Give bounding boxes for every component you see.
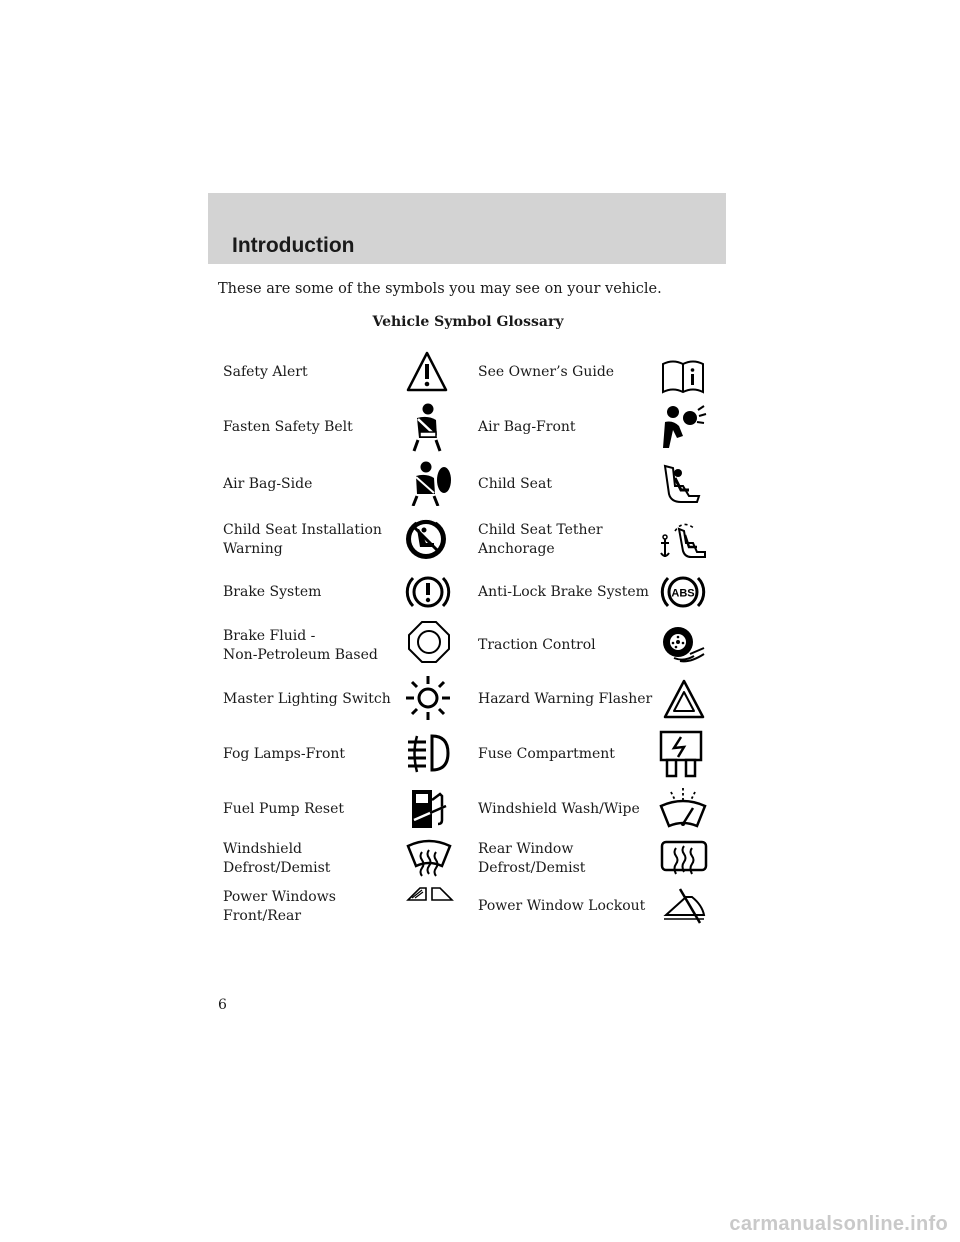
child-seat-icon <box>661 462 701 506</box>
safety-alert-icon <box>406 350 448 394</box>
symbol-label: Brake System <box>223 584 322 600</box>
traction-control-icon <box>660 624 708 664</box>
fog-lamp-icon <box>404 730 452 776</box>
rear-defrost-icon <box>660 840 708 876</box>
windshield-defrost-icon <box>406 838 452 878</box>
owners-guide-icon <box>661 358 705 394</box>
windshield-wash-icon <box>659 786 707 830</box>
symbol-label: Master Lighting Switch <box>223 691 391 707</box>
glossary-title: Vehicle Symbol Glossary <box>372 314 564 330</box>
symbol-label: Child Seat Installation Warning <box>223 522 382 557</box>
symbol-label: Hazard Warning Flasher <box>478 691 653 707</box>
brake-fluid-icon <box>406 619 452 665</box>
symbol-label: Windshield Wash/Wipe <box>478 801 640 817</box>
section-title: Introduction <box>232 234 355 257</box>
air-bag-front-icon <box>661 404 707 450</box>
brake-system-icon <box>405 569 451 615</box>
symbol-label: Traction Control <box>478 637 596 653</box>
symbol-label: Fog Lamps-Front <box>223 746 346 762</box>
hazard-flasher-icon <box>662 678 706 720</box>
symbol-label: Fasten Safety Belt <box>223 419 353 435</box>
symbol-label: Air Bag-Front <box>478 419 576 435</box>
symbol-label: Child Seat Tether Anchorage <box>478 522 603 557</box>
power-windows-icon <box>406 886 454 902</box>
watermark: carmanualsonline.info <box>729 1213 948 1235</box>
abs-icon <box>660 569 706 615</box>
header-band <box>208 193 726 264</box>
symbol-label: Safety Alert <box>223 364 308 380</box>
child-seat-tether-icon <box>659 521 707 561</box>
fuel-pump-icon <box>408 786 450 830</box>
symbol-label: Power Window Lockout <box>478 898 646 914</box>
page-number: 6 <box>218 997 227 1013</box>
seat-belt-icon <box>406 402 448 452</box>
symbol-label: Power Windows Front/Rear <box>223 889 336 924</box>
symbol-label: Windshield Defrost/Demist <box>223 841 331 876</box>
intro-text: These are some of the symbols you may see on your vehicle. <box>218 281 662 297</box>
symbol-label: Rear Window Defrost/Demist <box>478 841 586 876</box>
symbol-label: Fuse Compartment <box>478 746 615 762</box>
symbol-label: Child Seat <box>478 476 552 492</box>
abs-icon-text: ABS <box>671 587 695 600</box>
symbol-label: Anti-Lock Brake System <box>478 584 649 600</box>
symbol-label: Brake Fluid - Non-Petroleum Based <box>223 628 378 663</box>
window-lockout-icon <box>660 887 708 925</box>
air-bag-side-icon <box>406 460 452 506</box>
child-seat-warning-icon <box>404 517 448 561</box>
fuse-icon <box>659 730 703 778</box>
symbol-label: Fuel Pump Reset <box>223 801 344 817</box>
symbol-label: See Owner’s Guide <box>478 364 615 380</box>
symbol-label: Air Bag-Side <box>223 476 313 492</box>
lighting-switch-icon <box>405 674 451 722</box>
